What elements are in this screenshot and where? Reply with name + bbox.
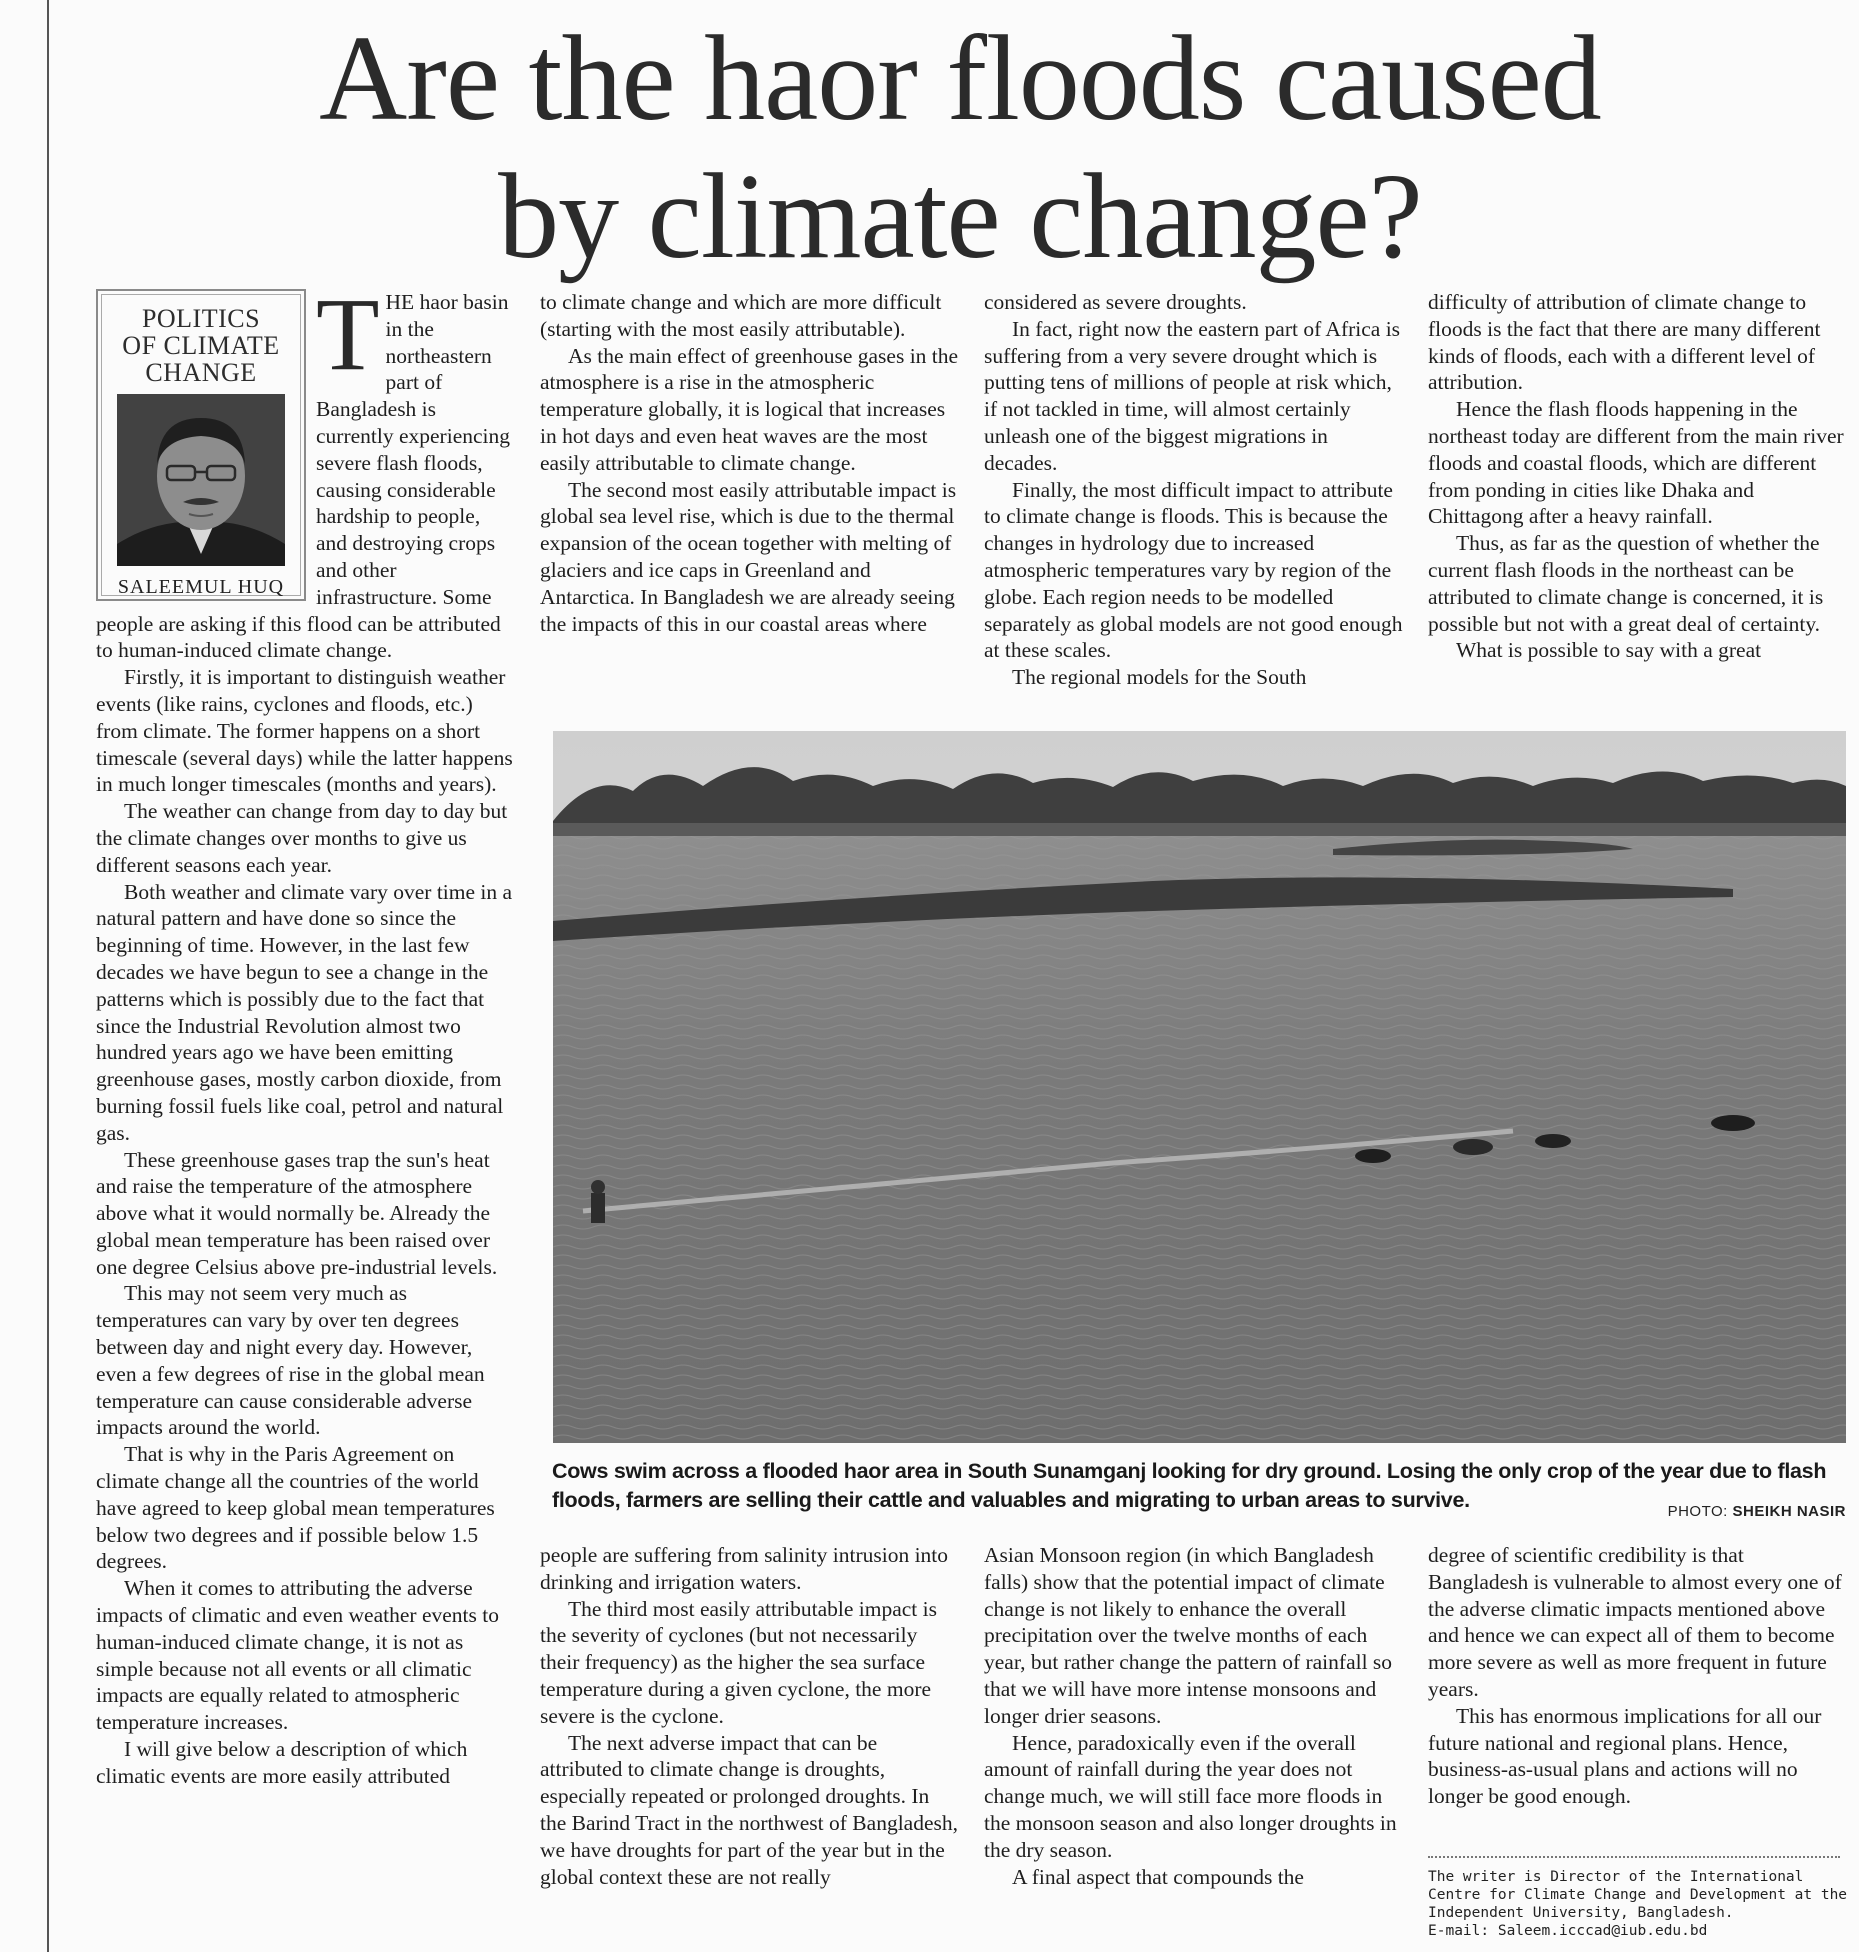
paragraph: Thus, as far as the question of whether the current flash floods in the northeast can be attributed to climate change is concerned, it is possible but not with a great deal of certainty. — [1428, 531, 1824, 636]
paragraph: people are suffering from salinity intrusion into drinking and irrigation waters. — [540, 1543, 949, 1594]
paragraph: Hence the flash floods happening in the northeast today are different from the main river floods and coastal floods, which are different from ponding in cities like Dhaka and Chittagong after a heavy rainfall. — [1428, 397, 1844, 529]
drop-cap: T — [316, 289, 380, 392]
author-email: E-mail: Saleem.icccad@iub.edu.bd — [1428, 1923, 1708, 1939]
paragraph: degree of scientific credibility is that Bangladesh is vulnerable to almost every one of the adverse climatic impacts mentioned above and hence we can expect all of them to become more severe as well as more frequent in future years. — [1428, 1543, 1842, 1701]
paragraph: I will give below a description of which climatic events are more easily attributed — [96, 1737, 468, 1788]
paragraph: The weather can change from day to day but the climate changes over months to give us different seasons each year. — [96, 799, 508, 877]
paragraph: The second most easily attributable impact is global sea level rise, which is due to the thermal expansion of the ocean together with melting of glaciers and ice caps in Greenland and Antarctica. In Bangladesh we are already seeing the impacts of this in our coastal areas where — [540, 477, 957, 636]
paragraph: considered as severe droughts. — [984, 290, 1247, 314]
author-portrait — [117, 394, 285, 566]
paragraph: The regional models for the South — [1012, 665, 1307, 690]
page-edge-rule — [47, 0, 49, 1952]
article-column-2-top — [540, 289, 960, 721]
paragraph: The third most easily attributable impact is the severity of cyclones (but not necessarily their frequency) as the higher the sea surface temperature during a given cyclone, the more severe is the cyclone. — [540, 1596, 937, 1728]
author-bio-text: The writer is Director of the International Centre for Climate Change and Development at the Independent University, Bangladesh. — [1428, 1869, 1848, 1921]
paragraph: This has enormous implications for all our future national and regional plans. Hence, business-as-usual plans and actions will no longer be good enough. — [1428, 1703, 1822, 1809]
paragraph: difficulty of attribution of climate change to floods is the fact that there are many different kinds of floods, each with a different level of attribution. — [1428, 290, 1821, 395]
paragraph: to climate change and which are more difficult (starting with the most easily attributable). — [540, 290, 942, 341]
bio-divider — [1428, 1856, 1840, 1858]
paragraph: This may not seem very much as temperatures can vary by over ten degrees between day and night every day. However, even a few degrees of rise in the global mean temperature can cause considerable adverse impacts around the world. — [96, 1281, 485, 1440]
photo-credit — [1668, 1503, 1846, 1520]
photo-caption: Cows swim across a flooded haor area in South Sunamganj looking for dry ground. Losing the only crop of the year due to flash floods, farmers are selling their cattle and valuables and migrating to urban areas to survive. — [552, 1459, 1827, 1512]
article-column-4-bottom — [1428, 1542, 1848, 1852]
paragraph: That is why in the Paris Agreement on climate change all the countries of the world have agreed to keep global mean temperatures below two degrees and if possible below 1.5 degrees. — [96, 1442, 495, 1574]
column-sig-box — [96, 289, 306, 601]
paragraph: What is possible to say with a great — [1456, 638, 1762, 663]
photo-credit-name: SHEIKH NASIR — [1732, 1503, 1846, 1520]
photo-credit-label: PHOTO: — [1667, 1503, 1728, 1520]
paragraph: Finally, the most difficult impact to attribute to climate change is floods. This is because the changes in hydrology due to increased atmospheric temperatures vary by region of the globe. Each region needs to be modelled separately as global models are not good enough at these scales. — [984, 477, 1403, 663]
column-title: POLITICS OF CLIMATE CHANGE — [122, 304, 280, 387]
paragraph: When it comes to attributing the adverse impacts of climatic and even weather events to human-induced climate change, it is not as simple because not all events or all climatic impacts are equally related to atmospheric temperature increases. — [96, 1576, 499, 1735]
paragraph: As the main effect of greenhouse gases in the atmosphere is a rise in the atmospheric temperature globally, it is logical that increases in hot days and even heat waves are the most easily attributable to climate change. — [540, 343, 959, 475]
paragraph: These greenhouse gases trap the sun's heat and raise the temperature of the atmosphere above what it would normally be. Already the global mean temperature has been raised over one degree Celsius above pre-industrial levels. — [96, 1147, 498, 1279]
flood-photo-image — [553, 731, 1846, 1443]
flood-photo — [553, 731, 1846, 1443]
author-portrait-image — [117, 394, 285, 566]
paragraph: Hence, paradoxically even if the overall amount of rainfall during the year does not change much, we will still face more floods in the monsoon season and also longer droughts in the dry season. — [984, 1730, 1397, 1862]
paragraph: Firstly, it is important to distinguish weather events (like rains, cyclones and floods, etc.) from climate. The former happens on a short timescale (several days) while the latter happens in much longer timescales (months and years). — [96, 665, 513, 797]
paragraph: Both weather and climate vary over time in a natural pattern and have done so since the beginning of time. However, in the last few decades we have begun to see a change in the patterns which is possibly due to the fact that since the Industrial Revolution almost two hundred years ago we have been emitting greenhouse gases, mostly carbon dioxide, from burning fossil fuels like coal, petrol and natural gas. — [96, 879, 513, 1145]
article-column-3-bottom — [984, 1542, 1404, 1947]
article-column-2-bottom — [540, 1542, 960, 1947]
paragraph: In fact, right now the eastern part of Africa is suffering from a very severe drought which is putting tens of millions of people at risk which, if not tackled in time, will almost certainly unleash one of the biggest migrations in decades. — [984, 316, 1401, 475]
author-name: SALEEMUL HUQ — [117, 576, 285, 598]
headline-line-1: Are the haor floods caused — [319, 11, 1601, 146]
author-bio — [1428, 1868, 1848, 1940]
headline — [100, 10, 1820, 286]
paragraph: Asian Monsoon region (in which Bangladesh falls) show that the potential impact of climate change is not likely to enhance the overall precipitation over the twelve months of each year, but rather change the pattern of rainfall so that we will have more intense monsoons and longer drier seasons. — [984, 1543, 1393, 1728]
article-column-3-top — [984, 289, 1404, 721]
paragraph: A final aspect that compounds the — [1012, 1864, 1304, 1889]
article-column-4-top — [1428, 289, 1848, 721]
article-column-1 — [96, 289, 514, 1949]
paragraph: The next adverse impact that can be attributed to climate change is droughts, especially repeated or prolonged droughts. In the Barind Tract in the northwest of Bangladesh, we have droughts for part of the year but in the global context these are not really — [540, 1730, 958, 1889]
paragraph: HE haor basin in the northeastern part of Bangladesh is currently experiencing severe flash floods, causing considerable hardship to people, and destroying crops and other infrastructure. Some people are asking if this flood can be attributed to human-induced climate change. — [96, 290, 511, 663]
headline-line-2: by climate change? — [498, 149, 1422, 284]
